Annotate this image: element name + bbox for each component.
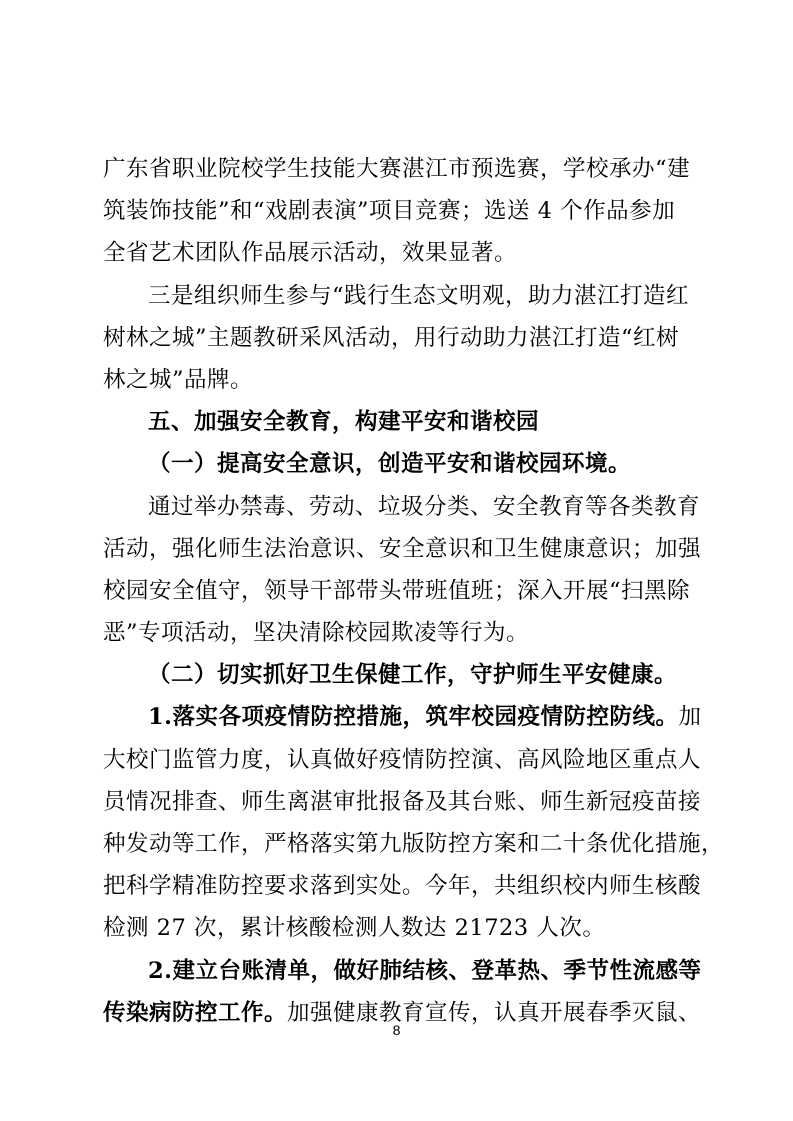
text-line — [103, 275, 691, 317]
text-line — [103, 823, 725, 865]
text-line — [103, 528, 702, 570]
text-segment: 加强健康教育宣传，认真开展春季灭鼠、 — [287, 999, 702, 1026]
text-line — [103, 359, 691, 401]
text-segment: 三是组织师生参与“践行生态文明观，助力湛江打造红 — [148, 282, 690, 309]
text-segment: 校园安全值守，领导干部带头带班值班；深入开展“扫黑除 — [103, 577, 691, 604]
text-line — [103, 654, 691, 696]
text-segment: 大校门监管力度，认真做好疫情防控演、高风险地区重点人 — [103, 746, 702, 773]
text-segment: 加 — [678, 704, 702, 731]
text-line — [103, 486, 701, 528]
text-line — [103, 739, 702, 781]
text-segment: 树林之城”主题教研采风活动，用行动助力湛江打造“红树 — [103, 324, 680, 351]
text-line — [103, 696, 702, 738]
bold-text-segment: 2.建立台账清单，做好肺结核、登革热、季节性流感等 — [148, 957, 702, 984]
bold-text-segment: （二）切实抓好卫生保健工作，守护师生平安健康。 — [148, 662, 678, 689]
text-segment: 林之城”品牌。 — [103, 366, 254, 393]
bold-text-segment: （一）提高安全意识，创造平安和谐校园环境。 — [148, 451, 632, 478]
text-segment: 通过举办禁毒、劳动、垃圾分类、安全教育等各类教育 — [148, 493, 701, 520]
text-line — [103, 612, 691, 654]
page-number: 8 — [392, 1022, 401, 1038]
text-segment: 恶”专项活动，坚决清除校园欺凌等行为。 — [103, 620, 530, 647]
text-line — [103, 865, 702, 907]
text-segment: 检测 27 次，累计核酸检测人数达 21723 人次。 — [103, 915, 606, 942]
text-segment: 员情况排查、师生离湛审批报备及其台账、师生新冠疫苗接 — [103, 788, 702, 815]
bold-text-segment: 1.落实各项疫情防控措施，筑牢校园疫情防控防线。 — [148, 704, 679, 731]
text-segment: 种发动等工作，严格落实第九版防控方案和二十条优化措施， — [103, 831, 725, 857]
text-line — [103, 148, 691, 190]
text-segment: 筑装饰技能”和“戏剧表演”项目竞赛；选送 4 个作品参加 — [103, 198, 676, 225]
text-line — [103, 401, 691, 443]
text-line — [103, 907, 691, 949]
text-line — [103, 950, 702, 992]
bold-text-segment: 传染病防控工作。 — [103, 999, 288, 1026]
text-segment: 活动，强化师生法治意识、安全意识和卫生健康意识；加强 — [103, 535, 702, 562]
text-line — [103, 190, 691, 232]
document-body — [103, 148, 725, 1034]
text-segment: 广东省职业院校学生技能大赛湛江市预选赛，学校承办“建 — [103, 156, 691, 182]
text-line — [103, 781, 702, 823]
text-segment: 把科学精准防控要求落到实处。今年，共组织校内师生核酸 — [103, 873, 702, 900]
text-line — [103, 443, 691, 485]
text-segment: 全省艺术团队作品展示活动，效果显著。 — [103, 240, 518, 267]
text-line — [103, 570, 691, 612]
bold-text-segment: 五、加强安全教育，构建平安和谐校园 — [148, 409, 540, 436]
text-line — [103, 232, 691, 274]
text-line — [103, 317, 691, 359]
